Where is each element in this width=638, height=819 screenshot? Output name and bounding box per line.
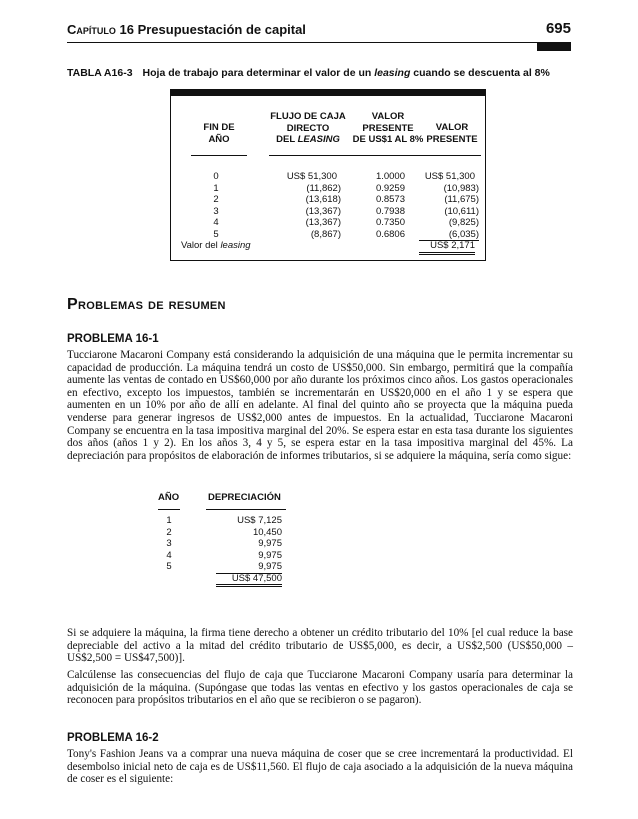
col-header-cashflow: [265, 111, 351, 146]
col-header-year-l2: AÑO: [208, 133, 230, 145]
header-rule-pv: [425, 155, 481, 156]
dep-cell-year: 2: [166, 526, 172, 538]
table-cell-cashflow: US$ 51,300: [286, 171, 337, 182]
dep-cell-value: 10,450: [252, 526, 282, 538]
caption-post: cuando se descuenta al 8%: [410, 67, 550, 79]
dep-header-rule-depreciation: [206, 509, 286, 510]
table-cell-pv: (6,035): [419, 229, 479, 242]
header-rule: [67, 42, 571, 43]
chapter-heading: [67, 22, 306, 37]
dep-col-header-depreciation: DEPRECIACIÓN: [208, 492, 281, 503]
table-cell-cashflow: (13,367): [305, 205, 341, 217]
caption-italic: leasing: [374, 67, 411, 79]
col-header-pv-l2: PRESENTE: [426, 133, 478, 145]
problem-2-paragraph-1: Tony's Fashion Jeans va a comprar una nueva máquina de coser que se cree incrementará la productividad. El desembolso inicial neto de caja es de US$11,560. El flujo de caja asociado a la adquisición de la nueva máquina de coser es el siguiente:: [67, 748, 573, 786]
table-top-bar: [171, 90, 485, 96]
table-caption: [67, 67, 550, 79]
table-cell-cashflow: (11,862): [306, 182, 341, 194]
dep-cell-value: US$ 7,125: [237, 515, 282, 526]
total-label-pre: Valor del: [181, 240, 221, 251]
total-label: [181, 240, 281, 252]
col-header-year: [187, 122, 251, 145]
table-cell-factor: 0.9259: [375, 182, 405, 194]
problem-1-paragraph-2: Si se adquiere la máquina, la firma tiene derecho a obtener un crédito tributario del 10% [el cual reduce la base depreciable del activo a la mitad del crédito tributario de US$5,000, es decir, a US$2,500 (US$50,000 – US$2,500 = US$47,500)].: [67, 627, 573, 665]
header-rule-cashflow: [269, 155, 347, 156]
table-cell-factor: 0.8573: [375, 194, 405, 205]
table-cell-cashflow: (13,618): [305, 194, 341, 205]
dep-cell-year: 4: [166, 549, 172, 561]
depreciation-table: [150, 482, 290, 582]
table-cell-pv: (11,675): [444, 194, 479, 205]
table-cell-factor: 0.6806: [375, 228, 405, 240]
chapter-title: Presupuestación de capital: [133, 22, 306, 37]
section-title: Problemas de resumen: [67, 296, 226, 313]
problem-1-heading: PROBLEMA 16-1: [67, 333, 159, 345]
col-header-pv-factor-l1: VALOR: [371, 111, 405, 122]
problem-1-paragraph-1: Tucciarone Macaroni Company está considerando la adquisición de una máquina que le permita incrementar su capacidad de producción. La máquina tendrá un costo de US$50,000. Sin embargo, permitirá que la compañía aumente las ventas de contado en US$60,000 por año durante los próximos cinco años. Los gastos operacionales en efectivo, excepto los impuestos, también se incrementarán en US$20,000 en el año 1 y se espera que aumenten en un 10% por año de allí en adelante. Al final del quinto año se proyecta que la máquina pueda venderse para generar ingresos de US$2,000 antes de impuestos. En la actualidad, Tucciarone Macaroni Company se encuentra en la tasa impositiva marginal del 20%. Se espera estar en esta tasa durante los siguientes dos años (años 1 y 2). En los años 3, 4 y 5, se espera estar en la tasa impositiva marginal del 45%. La depreciación para propósitos de elaboración de informes tributarios, si se adquiere la máquina, sería como sigue:: [67, 349, 573, 462]
dep-cell-value: 9,975: [258, 538, 282, 549]
table-cell-year: 1: [213, 182, 219, 194]
col-header-pv-factor-l2: PRESENTE: [362, 122, 414, 134]
table-cell-cashflow: (8,867): [310, 228, 341, 240]
page-number: 695: [545, 20, 571, 37]
dep-col-header-year: AÑO: [158, 492, 180, 503]
lease-worksheet-table: [170, 89, 486, 261]
col-header-pv: [417, 122, 487, 145]
dep-cell-year: 5: [166, 561, 172, 572]
table-label: TABLA A16-3: [67, 67, 133, 79]
col-header-pv-factor-l3: DE US$1 AL 8%: [352, 134, 424, 145]
table-cell-cashflow: (13,367): [305, 217, 341, 228]
chapter-prefix: Capítulo 16: [67, 22, 134, 37]
dep-total: US$ 47,500: [216, 573, 282, 588]
table-cell-year: 3: [213, 205, 219, 217]
dep-cell-year: 1: [166, 515, 172, 526]
header-rule-pv-factor: [347, 155, 429, 156]
problem-1-paragraph-3: Calcúlense las consecuencias del flujo de caja que Tucciarone Macaroni Company usaría para determinar la adquisición de la máquina. (Supóngase que todas las ventas en efectivo y los gastos operacionales de caja se reconocen para propósitos tributarios en el año que se recibieron o se pagaron).: [67, 669, 573, 707]
col-header-cashflow-l1: FLUJO DE CAJA: [270, 111, 346, 122]
table-cell-year: 4: [213, 217, 219, 228]
table-cell-pv: (9,825): [448, 217, 479, 228]
table-cell-pv: (10,611): [444, 205, 479, 217]
total-value: US$ 2,171: [419, 240, 475, 255]
col-header-cashflow-l3: DEL LEASING: [276, 134, 340, 145]
table-cell-pv: (10,983): [443, 182, 479, 194]
header-block: [537, 43, 571, 51]
table-cell-pv: US$ 51,300: [424, 171, 475, 182]
dep-cell-value: 9,975: [258, 549, 282, 561]
col-header-pv-l1: VALOR: [435, 122, 469, 133]
table-cell-year: 5: [213, 228, 219, 240]
dep-header-rule-year: [158, 509, 180, 510]
col-header-cashflow-l2: DIRECTO: [286, 122, 330, 134]
dep-cell-value: 9,975: [216, 561, 282, 574]
caption-pre: Hoja de trabajo para determinar el valor de un: [142, 67, 375, 79]
table-cell-year: 0: [213, 171, 219, 182]
total-label-italic: leasing: [220, 240, 251, 251]
table-cell-factor: 1.0000: [375, 171, 405, 182]
header-rule-year: [191, 155, 247, 156]
col-header-year-l1: FIN DE: [203, 122, 235, 133]
table-cell-year: 2: [213, 194, 219, 205]
table-cell-factor: 0.7350: [375, 217, 405, 228]
dep-cell-year: 3: [166, 538, 172, 549]
problem-2-heading: PROBLEMA 16-2: [67, 732, 159, 744]
table-cell-factor: 0.7938: [375, 205, 405, 217]
